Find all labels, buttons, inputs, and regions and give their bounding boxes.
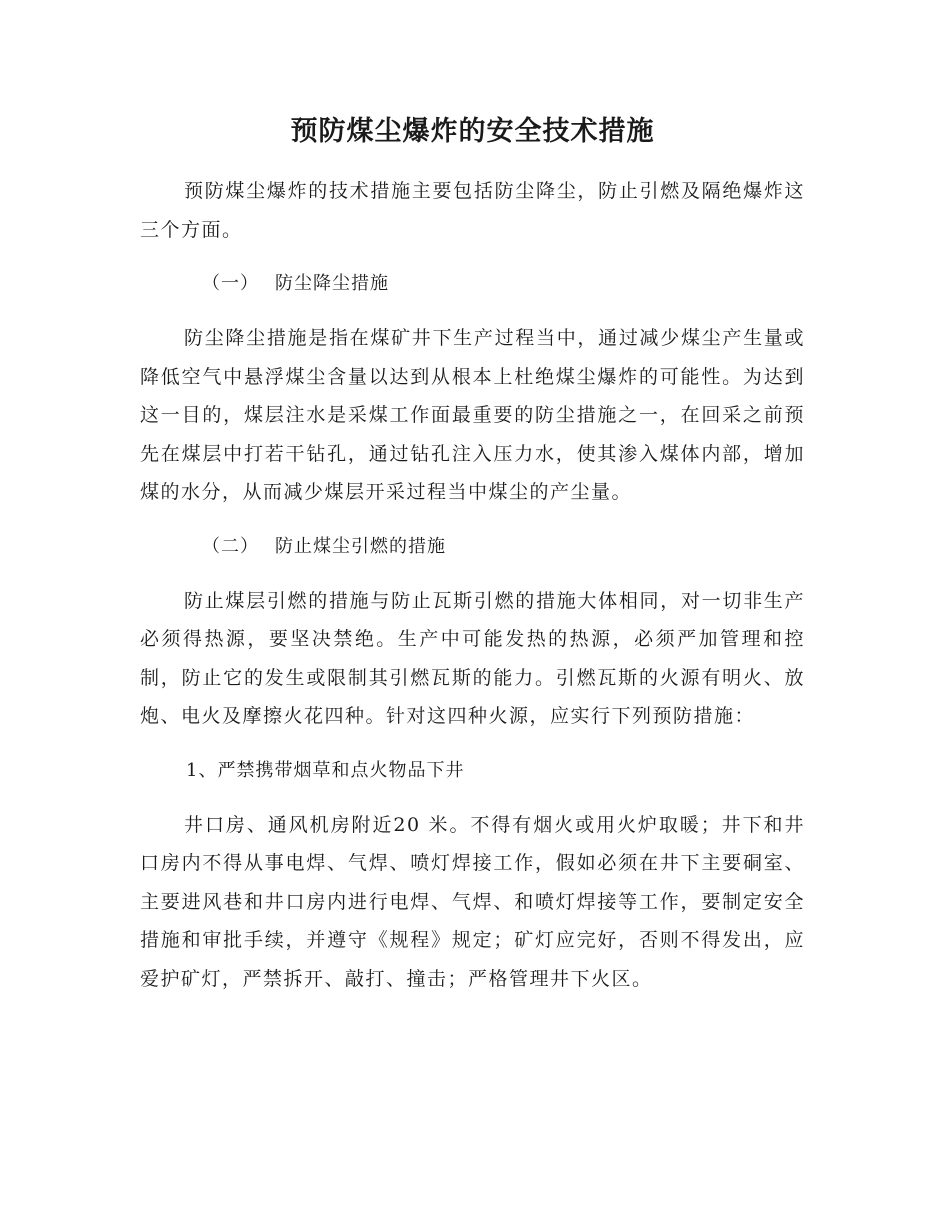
section-2-number: （二） <box>202 535 259 557</box>
item-1-body: 井口房、通风机房附近20 米。不得有烟火或用火炉取暖；井下和井口房内不得从事电焊、气焊、喷灯焊接工作，假如必须在井下主要硐室、主要进风巷和井口房内进行电焊、气焊、和喷灯焊接等工作，要制定安全措施和审批手续，并遵守《规程》规定；矿灯应完好，否则不得发出，应爱护矿灯，严禁拆开、敲打、撞击；严格管理井下火区。 <box>140 813 805 990</box>
section-1-title: 防尘降尘措施 <box>275 273 389 294</box>
section-1-heading <box>140 265 805 303</box>
section-1-body: 防尘降尘措施是指在煤矿井下生产过程当中，通过减少煤尘产生量或降低空气中悬浮煤尘含量以达到从根本上杜绝煤尘爆炸的可能性。为达到这一目的，煤层注水是采煤工作面最重要的防尘措施之一，在回采之前预先在煤层中打若干钻孔，通过钻孔注入压力水，使其渗入煤体内部，增加煤的水分，从而减少煤层开采过程当中煤尘的产尘量。 <box>140 327 805 503</box>
document-title: 预防煤尘爆炸的安全技术措施 <box>290 116 655 147</box>
document-page <box>140 112 805 998</box>
section-2-title: 防止煤尘引燃的措施 <box>275 535 446 557</box>
item-1-heading: 1、严禁携带烟草和点火物品下井 <box>186 759 465 781</box>
section-2-heading <box>140 528 805 566</box>
section-2-body: 防止煤层引燃的措施与防止瓦斯引燃的措施大体相同，对一切非生产必须得热源，要坚决禁绝。生产中可能发热的热源，必须严加管理和控制，防止它的发生或限制其引燃瓦斯的能力。引燃瓦斯的火源有明火、放炮、电火及摩擦火花四种。针对这四种火源，应实行下列预防措施： <box>140 589 805 727</box>
intro-paragraph: 预防煤尘爆炸的技术措施主要包括防尘降尘，防止引燃及隔绝爆炸这三个方面。 <box>140 180 805 241</box>
section-1-number: （一） <box>202 273 259 294</box>
